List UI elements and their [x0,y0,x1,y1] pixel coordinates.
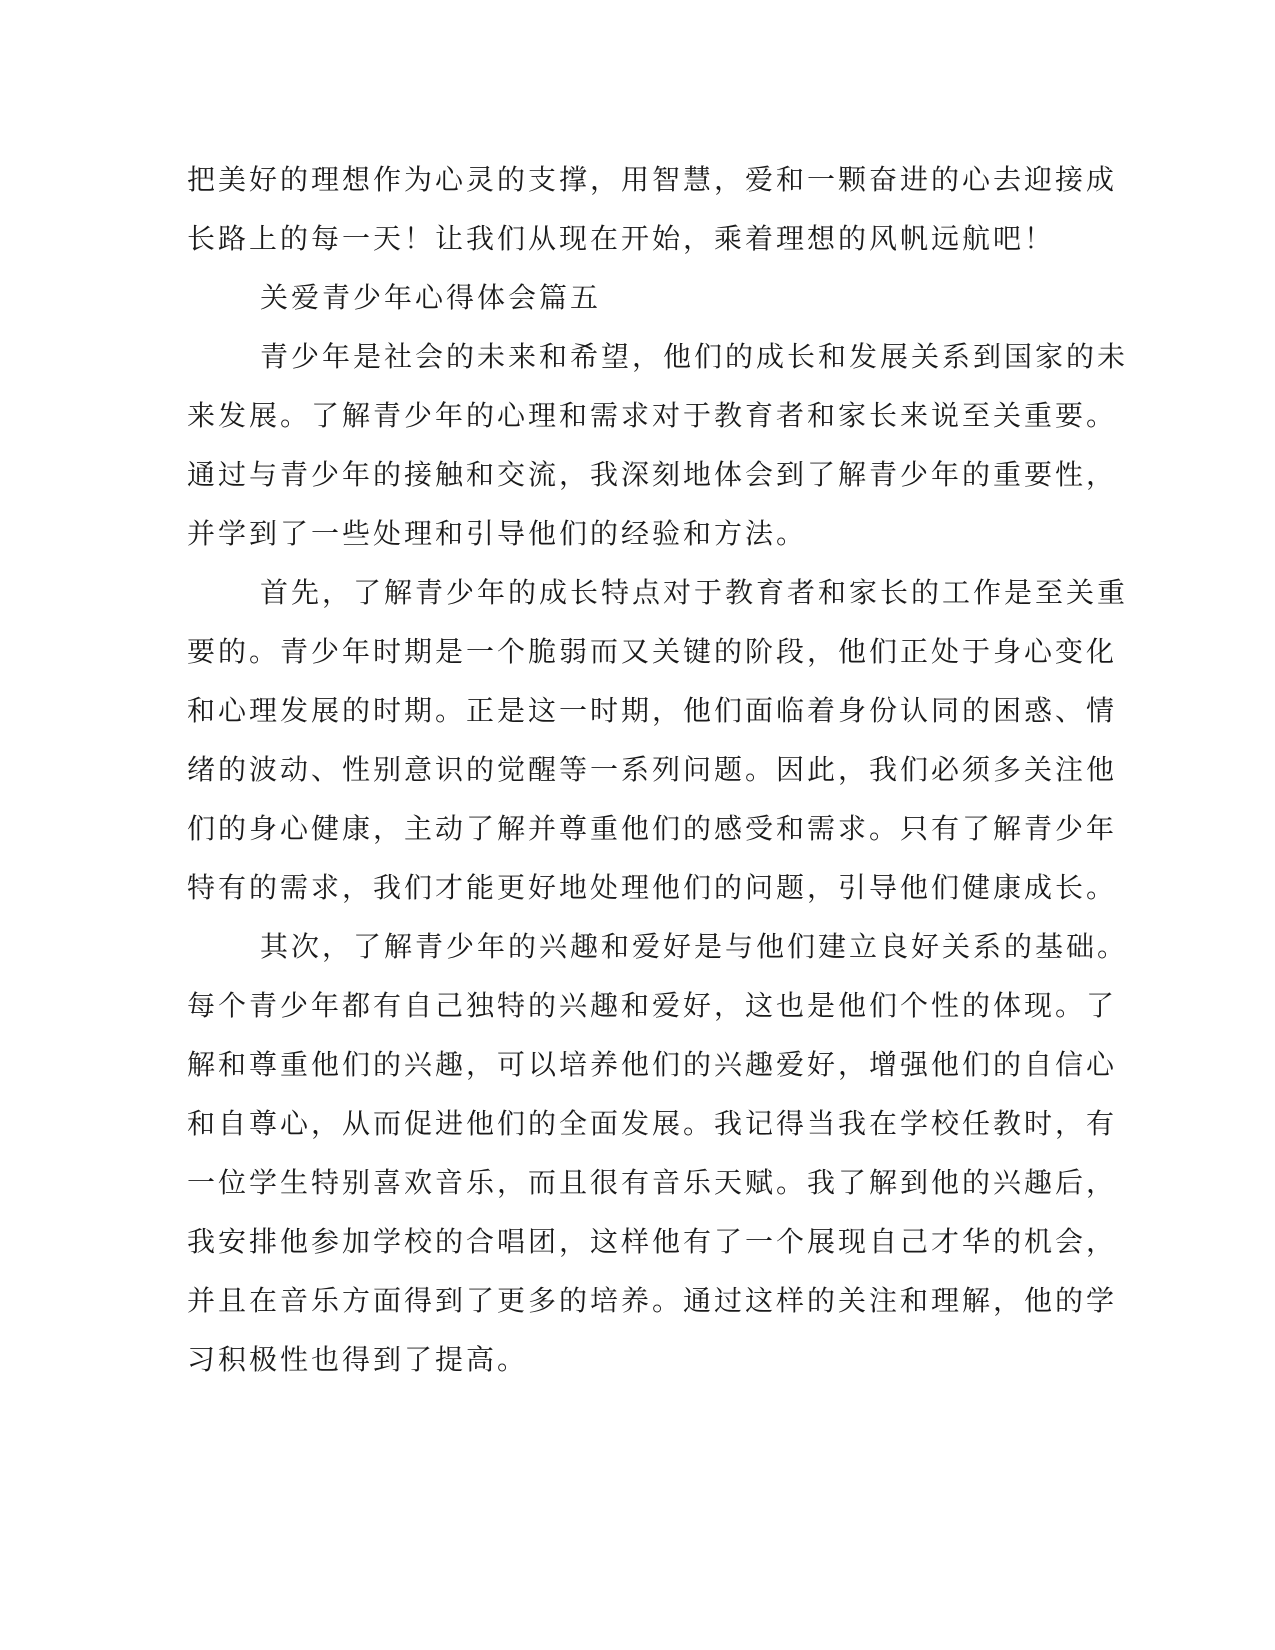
section-heading: 关爱青少年心得体会篇五 [260,281,602,314]
text-line: 通过与青少年的接触和交流，我深刻地体会到了解青少年的重要性， [187,458,1118,491]
text-line: 青少年是社会的未来和希望，他们的成长和发展关系到国家的未 [260,340,1129,373]
text-line: 来发展。了解青少年的心理和需求对于教育者和家长来说至关重要。 [187,399,1118,432]
text-line: 其次，了解青少年的兴趣和爱好是与他们建立良好关系的基础。 [260,930,1129,963]
text-line: 把美好的理想作为心灵的支撑，用智慧，爱和一颗奋进的心去迎接成 [187,163,1118,196]
text-line: 一位学生特别喜欢音乐，而且很有音乐天赋。我了解到他的兴趣后， [187,1166,1118,1199]
text-line: 每个青少年都有自己独特的兴趣和爱好，这也是他们个性的体现。了 [187,989,1118,1022]
text-line: 们的身心健康，主动了解并尊重他们的感受和需求。只有了解青少年 [187,812,1118,845]
text-line: 首先，了解青少年的成长特点对于教育者和家长的工作是至关重 [260,576,1129,609]
text-line: 和自尊心，从而促进他们的全面发展。我记得当我在学校任教时，有 [187,1107,1118,1140]
text-line: 长路上的每一天！让我们从现在开始，乘着理想的风帆远航吧！ [187,222,1056,255]
text-line: 要的。青少年时期是一个脆弱而又关键的阶段，他们正处于身心变化 [187,635,1118,668]
text-line: 解和尊重他们的兴趣，可以培养他们的兴趣爱好，增强他们的自信心 [187,1048,1118,1081]
text-line: 特有的需求，我们才能更好地处理他们的问题，引导他们健康成长。 [187,871,1118,904]
text-line: 并且在音乐方面得到了更多的培养。通过这样的关注和理解，他的学 [187,1284,1118,1317]
text-line: 我安排他参加学校的合唱团，这样他有了一个展现自己才华的机会， [187,1225,1118,1258]
text-line: 并学到了一些处理和引导他们的经验和方法。 [187,517,808,550]
text-line: 和心理发展的时期。正是这一时期，他们面临着身份认同的困惑、情 [187,694,1118,727]
text-line: 绪的波动、性别意识的觉醒等一系列问题。因此，我们必须多关注他 [187,753,1118,786]
text-line: 习积极性也得到了提高。 [187,1343,529,1376]
